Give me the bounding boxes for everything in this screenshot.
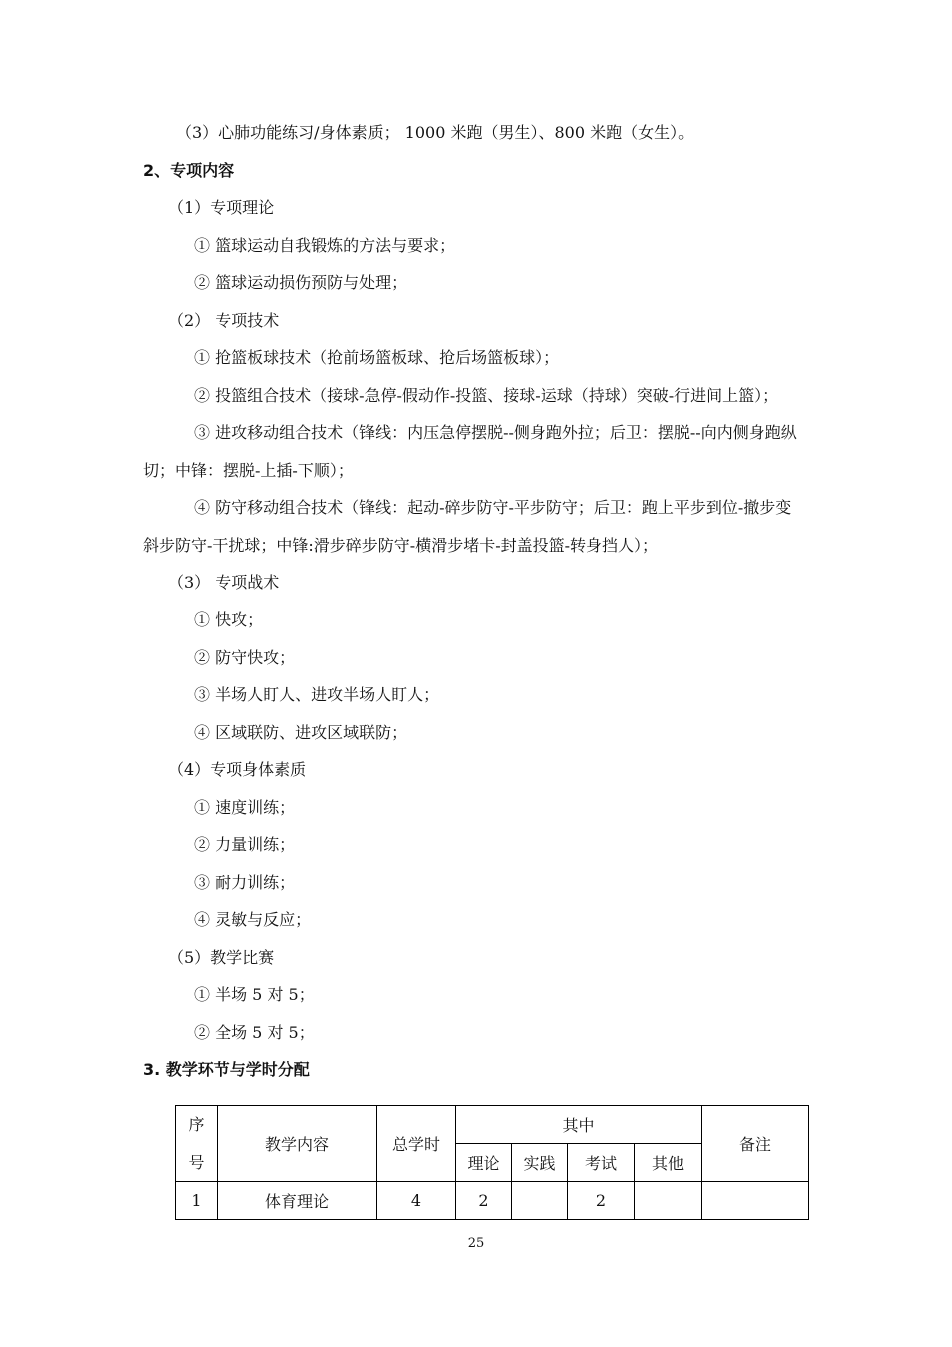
subheading-tactics: （3） 专项战术 (168, 573, 280, 592)
cell-practice (512, 1182, 568, 1220)
list-item: ② 投篮组合技术（接球-急停-假动作-投篮、接球-运球（持球）突破-行进间上篮）； (194, 386, 779, 405)
cell-content: 体育理论 (218, 1182, 377, 1220)
list-item: ④ 区域联防、进攻区域联防； (194, 723, 408, 742)
list-item: ② 篮球运动损伤预防与处理； (194, 273, 408, 292)
header-other: 其他 (635, 1144, 702, 1182)
heading-specialty-content: 2、专项内容 (143, 161, 235, 180)
list-item: ④ 灵敏与反应； (194, 910, 312, 929)
table-header-row (176, 1106, 809, 1144)
list-item: ③ 耐力训练； (194, 873, 296, 892)
list-item: ① 快攻； (194, 610, 264, 629)
list-item: ① 抢篮板球技术（抢前场篮板球、抢后场篮板球）； (194, 348, 560, 367)
cell-total: 4 (377, 1182, 456, 1220)
header-content: 教学内容 (218, 1106, 377, 1182)
hours-table (175, 1105, 809, 1220)
list-item: ① 速度训练； (194, 798, 296, 817)
cell-theory: 2 (456, 1182, 512, 1220)
subheading-theory: （1）专项理论 (168, 198, 275, 217)
para-cardio: （3）心肺功能练习/身体素质； 1000 米跑（男生）、800 米跑（女生）。 (176, 123, 695, 142)
list-item: ① 篮球运动自我锻炼的方法与要求； (194, 236, 456, 255)
subheading-fitness: （4）专项身体素质 (168, 760, 307, 779)
header-seq-bottom: 号 (188, 1152, 205, 1172)
subheading-technique: （2） 专项技术 (168, 311, 280, 330)
header-theory: 理论 (456, 1144, 512, 1182)
list-item: ② 防守快攻； (194, 648, 296, 667)
list-item: ③ 进攻移动组合技术（锋线：内压急停摆脱--侧身跑外拉；后卫：摆脱--向内侧身跑纵 (194, 423, 797, 442)
header-remark: 备注 (702, 1106, 809, 1182)
list-item: ② 全场 5 对 5； (194, 1023, 315, 1042)
header-exam: 考试 (568, 1144, 635, 1182)
page-number: 25 (467, 1236, 485, 1251)
cell-exam: 2 (568, 1182, 635, 1220)
list-item: ① 半场 5 对 5； (194, 985, 315, 1004)
heading-teaching-schedule: 3. 教学环节与学时分配 (143, 1060, 310, 1079)
cell-seq: 1 (176, 1182, 218, 1220)
list-item: ② 力量训练； (194, 835, 296, 854)
list-item: ④ 防守移动组合技术（锋线：起动-碎步防守-平步防守；后卫：跑上平步到位-撤步变 (194, 498, 792, 517)
table-row (176, 1182, 809, 1220)
list-item-continuation: 斜步防守-干扰球；中锋:滑步碎步防守-横滑步堵卡-封盖投篮-转身挡人）； (143, 536, 659, 555)
header-seq-top: 序 (188, 1114, 205, 1134)
subheading-match: （5）教学比赛 (168, 948, 275, 967)
list-item-continuation: 切；中锋：摆脱-上插-下顺）； (143, 461, 354, 480)
cell-other (635, 1182, 702, 1220)
header-among: 其中 (456, 1106, 702, 1144)
header-practice: 实践 (512, 1144, 568, 1182)
header-total-hours: 总学时 (377, 1106, 456, 1182)
header-seq (176, 1106, 218, 1182)
cell-remark (702, 1182, 809, 1220)
list-item: ③ 半场人盯人、进攻半场人盯人； (194, 685, 440, 704)
